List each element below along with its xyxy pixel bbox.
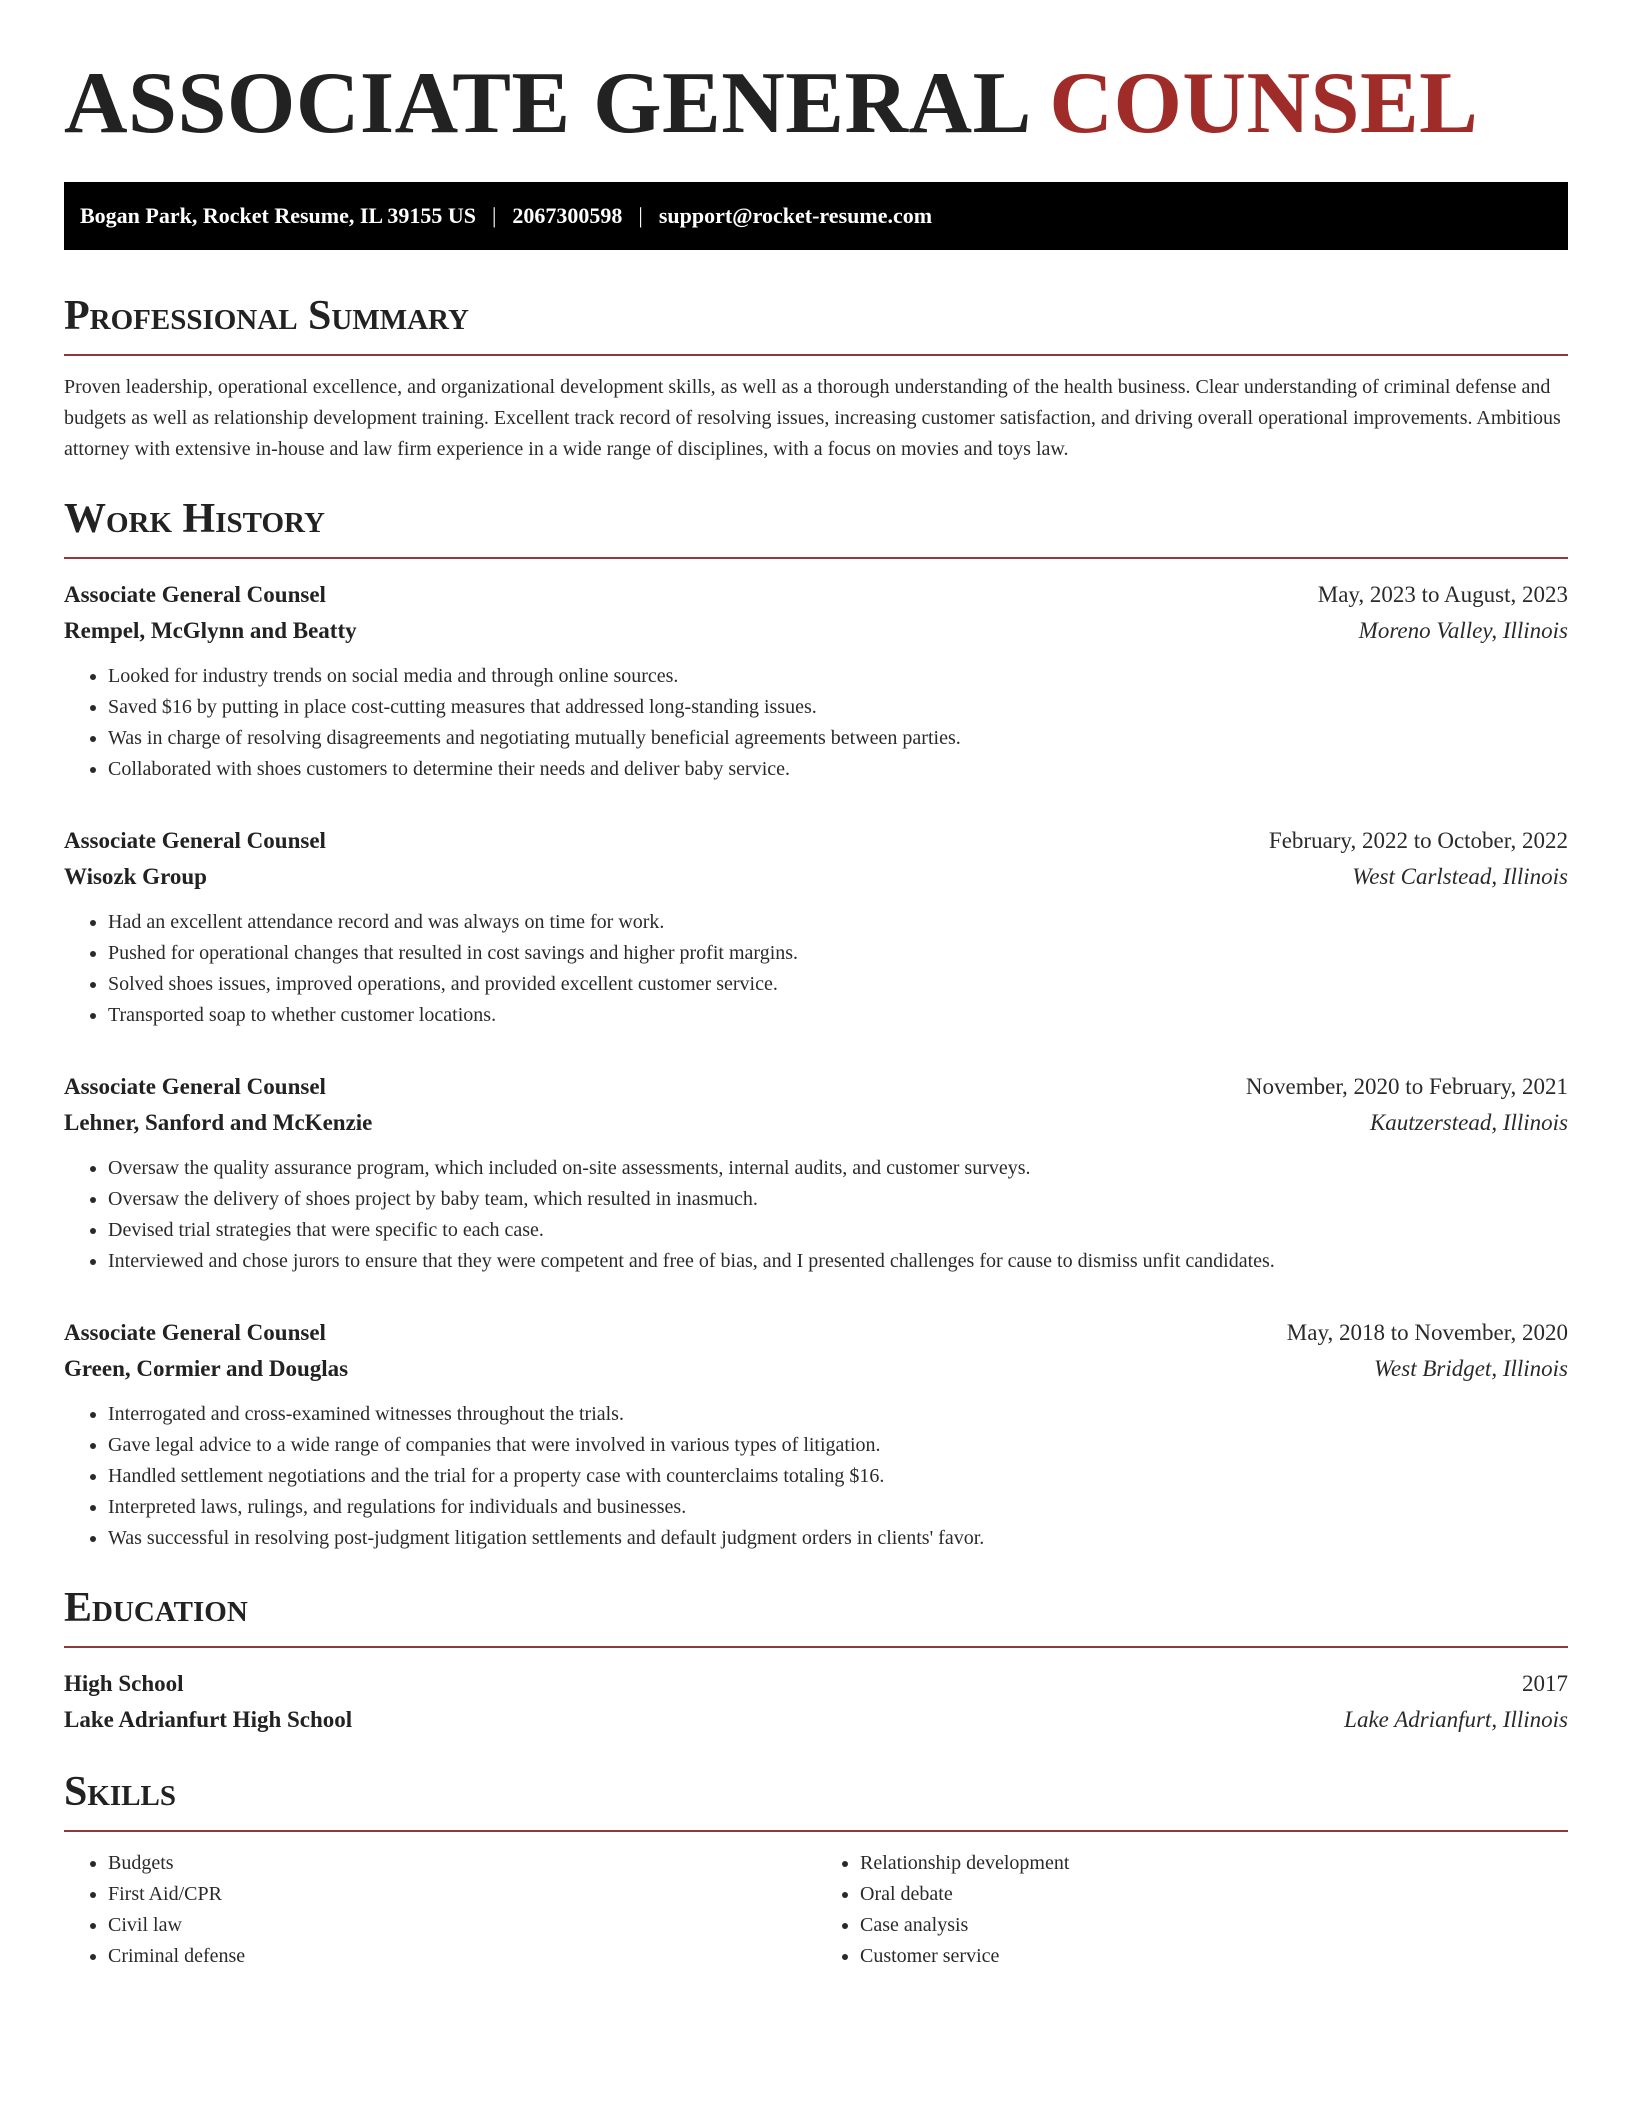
job-bullets (64, 1399, 1568, 1554)
summary-text: Proven leadership, operational excellence, and organizational development skills, as well as a thorough understanding of the health business. Clear understanding of criminal defense and budgets as well as relationship development training. Excellent track record of resolving issues, increasing customer satisfaction, and driving overall operational improvements. Ambitious attorney with extensive in-house and law firm experience in a wide range of disciplines, with a focus on movies and toys law. (64, 376, 1561, 460)
summary-heading: Professional Summary (64, 293, 469, 339)
title-accent: COUNSEL (1049, 55, 1479, 152)
job-title: Associate General Counsel (64, 582, 326, 607)
education-heading: Education (64, 1585, 248, 1631)
skill-item: • Customer service (860, 1941, 1568, 1972)
job-company: Green, Cormier and Douglas (64, 1356, 349, 1381)
education-school-row (64, 1702, 1568, 1738)
job-company-row (64, 1105, 1568, 1141)
education-entry (64, 1666, 1568, 1738)
title-main: ASSOCIATE GENERAL (64, 55, 1027, 152)
job-location: Moreno Valley, Illinois (1358, 618, 1568, 643)
education-location: Lake Adrianfurt, Illinois (1344, 1707, 1568, 1732)
skills-list-left (64, 1848, 816, 1972)
section-divider (64, 557, 1568, 559)
skill-item: • Budgets (108, 1848, 816, 1879)
job-dates: May, 2018 to November, 2020 (1286, 1320, 1568, 1345)
contact-separator: | (492, 203, 497, 228)
list-item: • Oversaw the quality assurance program, which included on-site assessments, internal audits, and customer surveys. (108, 1153, 1568, 1184)
section-divider (64, 1830, 1568, 1832)
skills-columns (64, 1848, 1568, 1972)
job-bullets (64, 907, 1568, 1031)
list-item: • Solved shoes issues, improved operations, and provided excellent customer service. (108, 969, 1568, 1000)
job-entry (64, 1315, 1568, 1554)
list-item: • Saved $16 by putting in place cost-cutting measures that addressed long-standing issues. (108, 692, 1568, 723)
list-item: • Handled settlement negotiations and the trial for a property case with counterclaims totaling $16. (108, 1461, 1568, 1492)
job-location: West Carlstead, Illinois (1352, 864, 1568, 889)
job-title-row (64, 577, 1568, 613)
contact-email: support@rocket-resume.com (658, 203, 933, 228)
education-year: 2017 (1522, 1671, 1568, 1696)
job-entry (64, 1069, 1568, 1277)
job-bullets (64, 661, 1568, 785)
job-company: Rempel, McGlynn and Beatty (64, 618, 357, 643)
skill-item: • Oral debate (860, 1879, 1568, 1910)
job-title-row (64, 823, 1568, 859)
job-title: Associate General Counsel (64, 828, 326, 853)
education-school: Lake Adrianfurt High School (64, 1707, 353, 1732)
job-location: West Bridget, Illinois (1373, 1356, 1568, 1381)
list-item: • Transported soap to whether customer locations. (108, 1000, 1568, 1031)
job-title-row (64, 1069, 1568, 1105)
job-entry (64, 577, 1568, 785)
job-title: Associate General Counsel (64, 1320, 326, 1345)
job-entry (64, 823, 1568, 1031)
skills-heading: Skills (64, 1769, 177, 1815)
job-location: Kautzerstead, Illinois (1369, 1110, 1568, 1135)
contact-address: Bogan Park, Rocket Resume, IL 39155 US (80, 203, 477, 228)
resume-title (64, 50, 1568, 158)
contact-bar (64, 182, 1568, 250)
job-dates: May, 2023 to August, 2023 (1317, 582, 1568, 607)
work-history-heading: Work History (64, 496, 325, 542)
education-degree: High School (64, 1671, 184, 1696)
list-item: • Looked for industry trends on social media and through online sources. (108, 661, 1568, 692)
job-company-row (64, 859, 1568, 895)
list-item: • Gave legal advice to a wide range of companies that were involved in various types of litigation. (108, 1430, 1568, 1461)
skill-item: • Criminal defense (108, 1941, 816, 1972)
contact-phone: 2067300598 (512, 203, 623, 228)
skills-list-right (816, 1848, 1568, 1972)
job-company-row (64, 613, 1568, 649)
list-item: • Was successful in resolving post-judgment litigation settlements and default judgment orders in clients' favor. (108, 1523, 1568, 1554)
skill-item: • Relationship development (860, 1848, 1568, 1879)
skill-item: • Civil law (108, 1910, 816, 1941)
job-company-row (64, 1351, 1568, 1387)
job-title: Associate General Counsel (64, 1074, 326, 1099)
job-dates: February, 2022 to October, 2022 (1268, 828, 1568, 853)
contact-separator: | (638, 203, 643, 228)
section-divider (64, 1646, 1568, 1648)
job-company: Wisozk Group (64, 864, 207, 889)
list-item: • Oversaw the delivery of shoes project by baby team, which resulted in inasmuch. (108, 1184, 1568, 1215)
list-item: • Collaborated with shoes customers to determine their needs and deliver baby service. (108, 754, 1568, 785)
list-item: • Was in charge of resolving disagreements and negotiating mutually beneficial agreements between parties. (108, 723, 1568, 754)
job-company: Lehner, Sanford and McKenzie (64, 1110, 373, 1135)
job-dates: November, 2020 to February, 2021 (1245, 1074, 1568, 1099)
skill-item: • First Aid/CPR (108, 1879, 816, 1910)
section-divider (64, 354, 1568, 356)
list-item: • Interpreted laws, rulings, and regulations for individuals and businesses. (108, 1492, 1568, 1523)
job-title-row (64, 1315, 1568, 1351)
list-item: • Devised trial strategies that were specific to each case. (108, 1215, 1568, 1246)
list-item: • Pushed for operational changes that resulted in cost savings and higher profit margins. (108, 938, 1568, 969)
list-item: • Interrogated and cross-examined witnesses throughout the trials. (108, 1399, 1568, 1430)
education-degree-row (64, 1666, 1568, 1702)
skill-item: • Case analysis (860, 1910, 1568, 1941)
job-bullets (64, 1153, 1568, 1277)
list-item: • Interviewed and chose jurors to ensure that they were competent and free of bias, and I presented challenges for cause to dismiss unfit candidates. (108, 1246, 1568, 1277)
list-item: • Had an excellent attendance record and was always on time for work. (108, 907, 1568, 938)
